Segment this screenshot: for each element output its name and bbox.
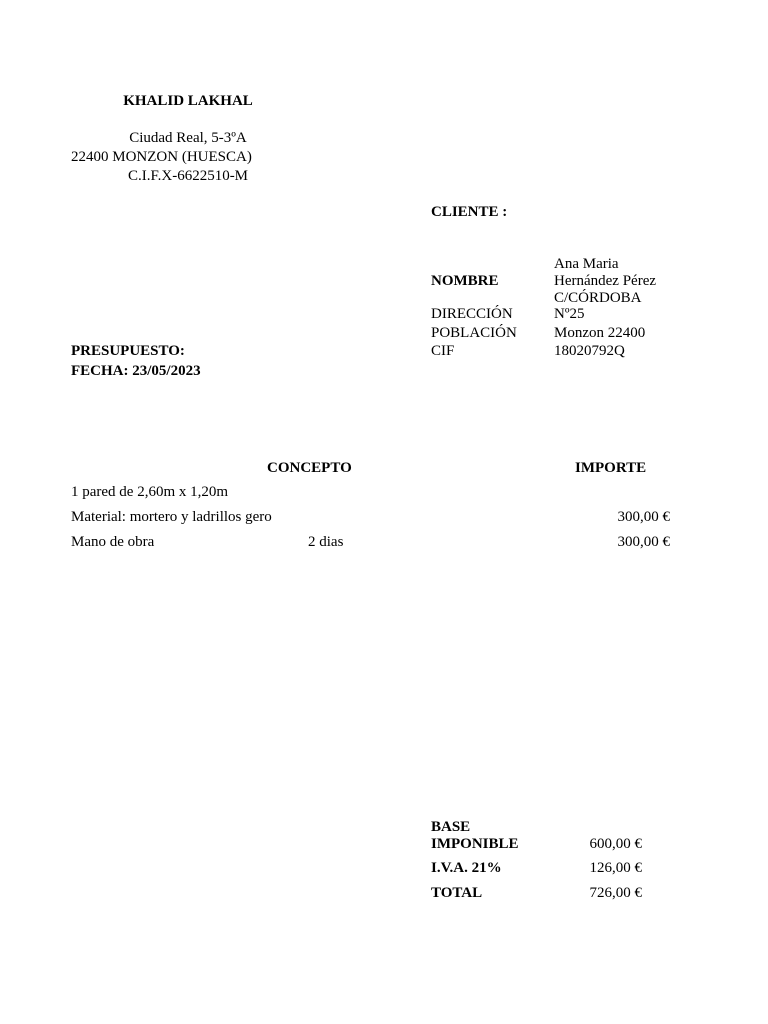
issuer-address-line2: 22400 MONZON (HUESCA) [71, 149, 252, 165]
presupuesto-label: PRESUPUESTO: [71, 343, 185, 359]
client-value-direccion-line2: Nº25 [554, 306, 585, 322]
base-label-line2: IMPONIBLE [431, 836, 519, 852]
client-heading: CLIENTE : [431, 204, 508, 220]
client-value-nombre-line2: Hernández Pérez [554, 273, 657, 289]
client-value-cif: 18020792Q [554, 343, 625, 359]
total-label: TOTAL [431, 885, 483, 901]
table-row-concept: 1 pared de 2,60m x 1,20m [71, 484, 229, 500]
issuer-cif: C.I.F.X-6622510-M [127, 168, 249, 184]
client-label-poblacion: POBLACIÓN [431, 325, 517, 341]
table-row-concept: Mano de obra [71, 534, 155, 550]
client-label-direccion: DIRECCIÓN [431, 306, 513, 322]
total-value: 726,00 € [589, 885, 642, 901]
client-label-nombre: NOMBRE [431, 273, 499, 289]
table-row-detail: 2 dias [308, 534, 344, 550]
iva-value: 126,00 € [589, 860, 642, 876]
issuer-name: KHALID LAKHAL [123, 93, 253, 109]
issuer-address-line1: Ciudad Real, 5-3ºA [129, 130, 247, 146]
table-row-concept: Material: mortero y ladrillos gero [71, 509, 272, 525]
base-value: 600,00 € [589, 836, 642, 852]
client-value-nombre-line1: Ana Maria [554, 256, 619, 272]
client-value-poblacion: Monzon 22400 [554, 325, 646, 341]
table-row-amount: 300,00 € [617, 509, 670, 525]
client-label-cif: CIF [431, 343, 455, 359]
header-concepto: CONCEPTO [267, 460, 352, 476]
header-importe: IMPORTE [575, 460, 647, 476]
iva-label: I.V.A. 21% [431, 860, 502, 876]
fecha-label: FECHA: 23/05/2023 [71, 363, 201, 379]
base-label-line1: BASE [431, 819, 471, 835]
table-row-amount: 300,00 € [617, 534, 670, 550]
client-value-direccion-line1: C/CÓRDOBA [554, 290, 642, 306]
